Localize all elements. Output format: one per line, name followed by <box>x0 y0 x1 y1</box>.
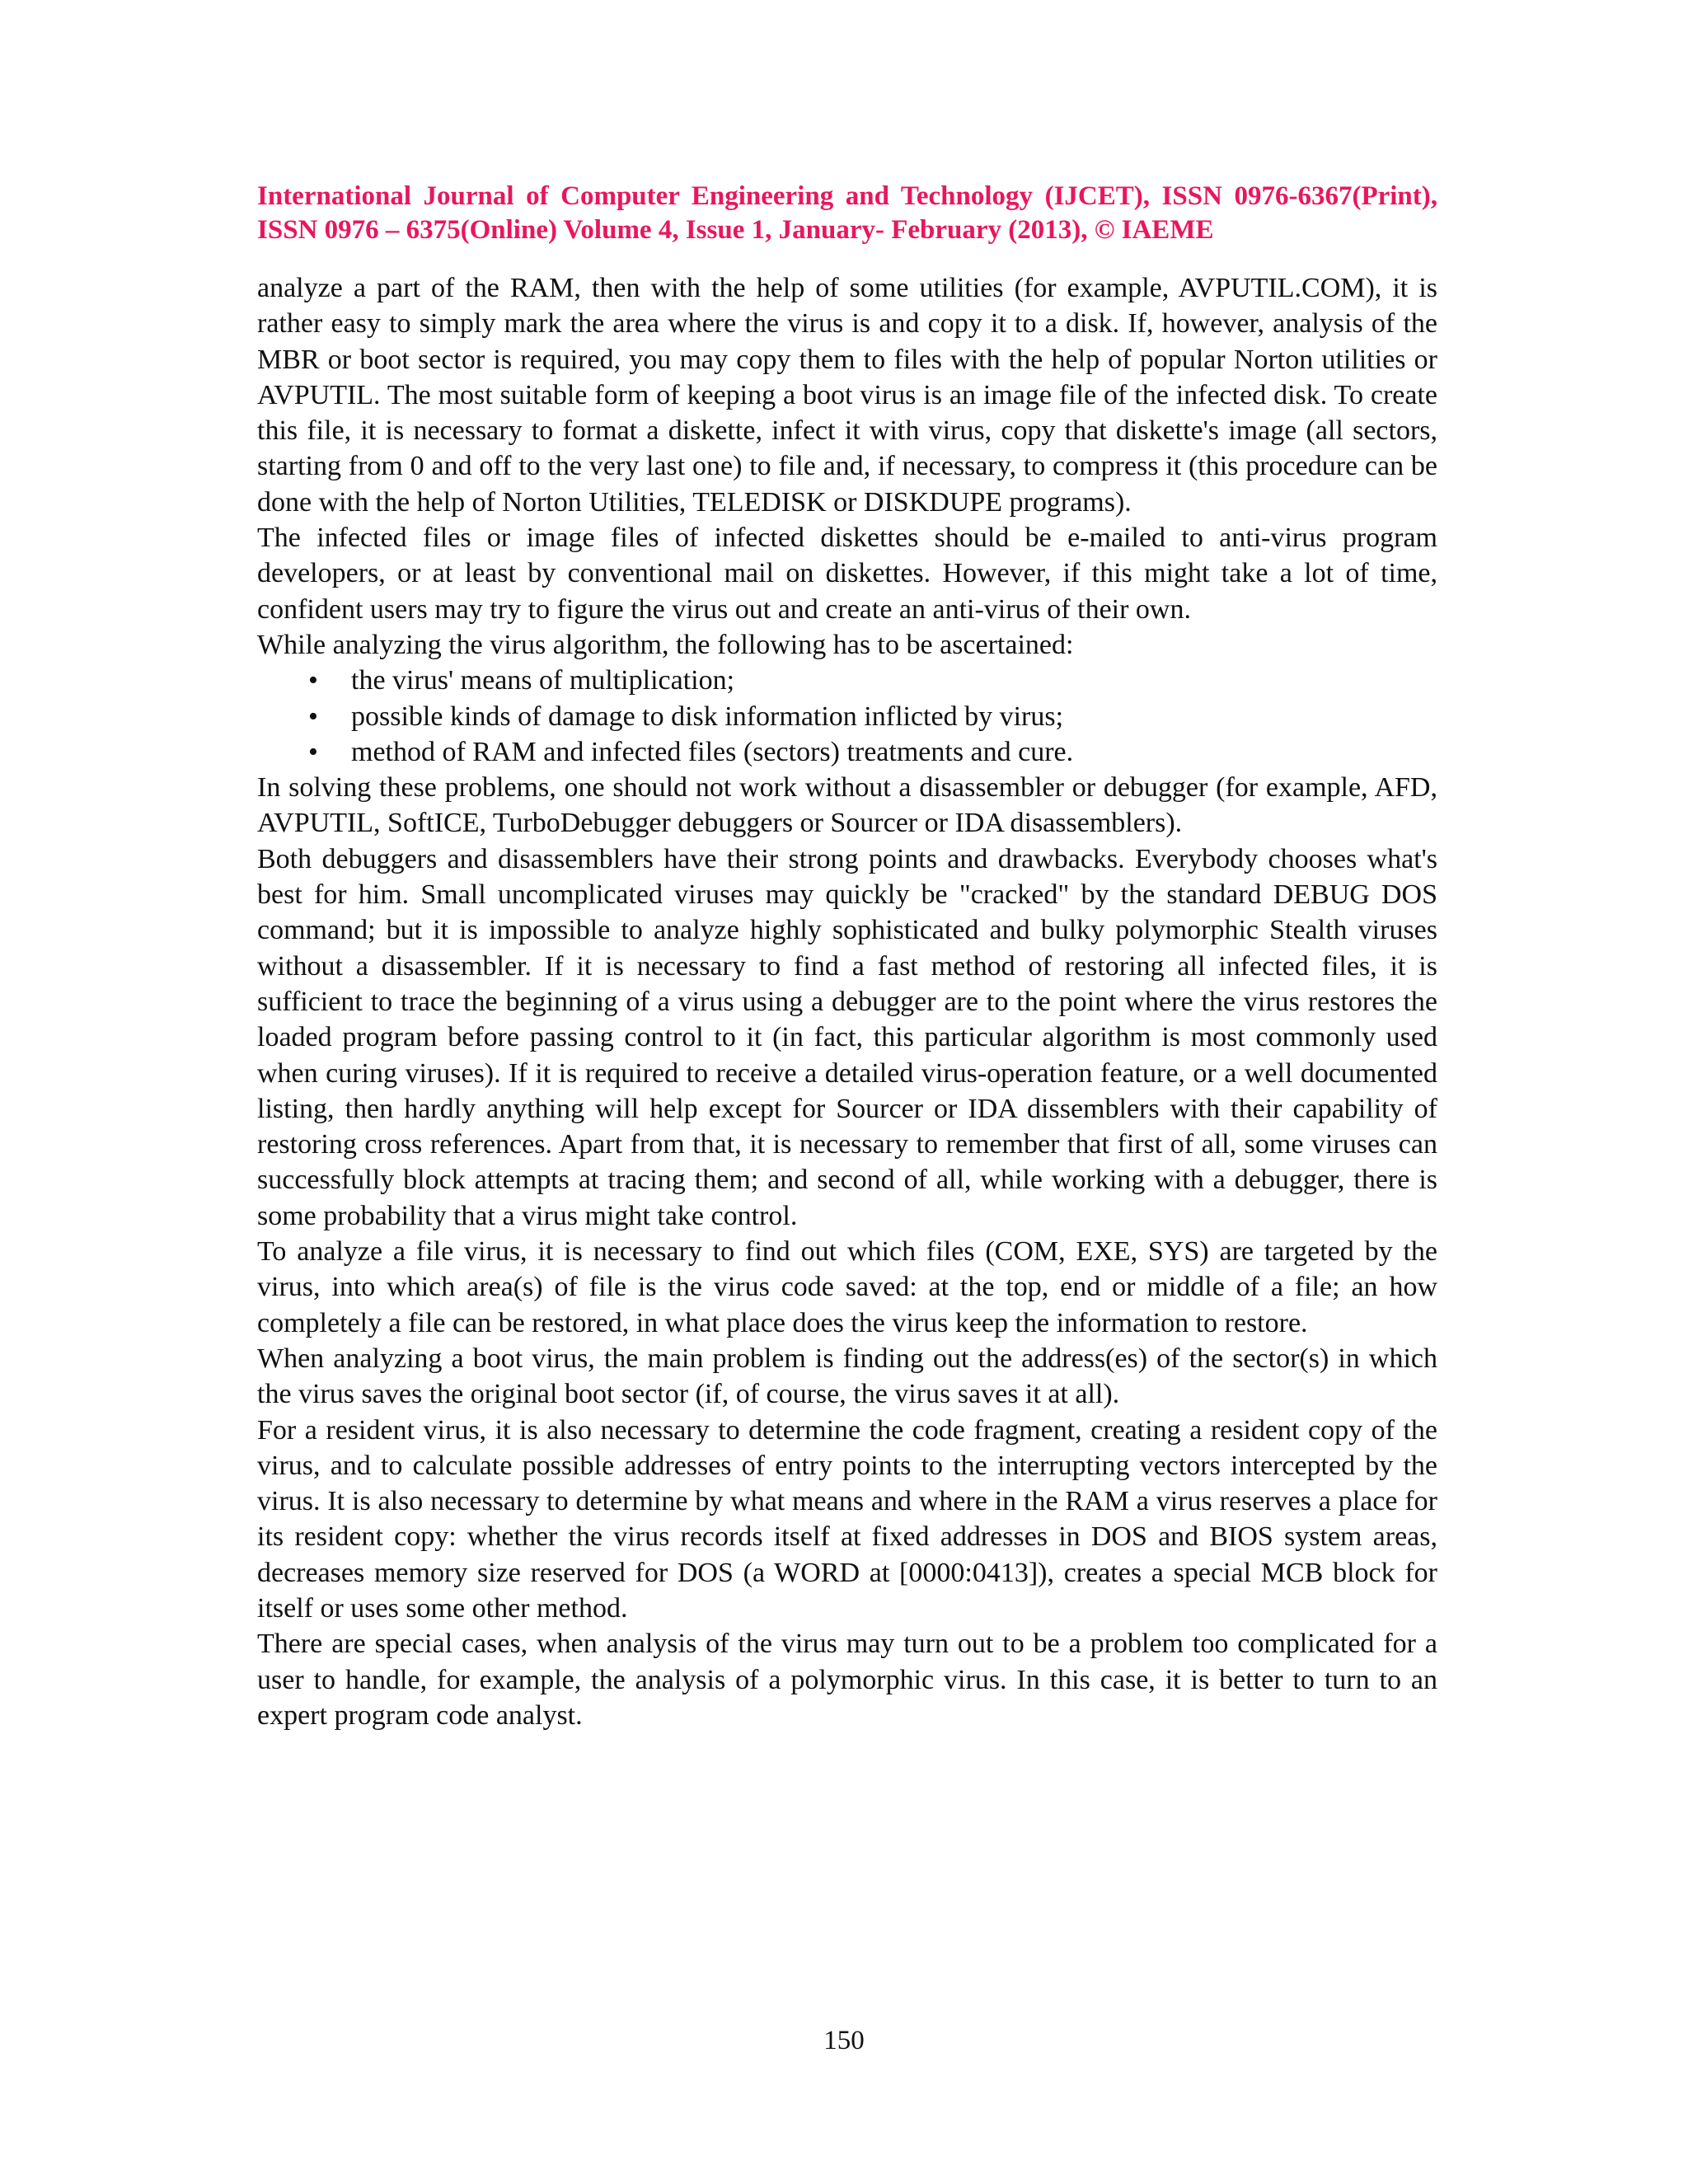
list-item-text: possible kinds of damage to disk information inflicted by virus; <box>351 701 1064 732</box>
paragraph-6: To analyze a file virus, it is necessary to find out which files (COM, EXE, SYS) are targeted by the virus, into which area(s) of file is the virus code saved: at the top, end or middle of a file; an how completely a file can be restored, in what place does the virus keep the information to restore. <box>257 1236 1437 1338</box>
page-number: 150 <box>823 2026 865 2055</box>
bullet-icon: • <box>308 701 318 732</box>
list-item-text: the virus' means of multiplication; <box>351 665 735 696</box>
list-item <box>308 663 1437 698</box>
bullet-icon: • <box>308 736 318 767</box>
paragraph-9: There are special cases, when analysis of the virus may turn out to be a problem too complicated for a user to handle, for example, the analysis of a polymorphic virus. In this case, it is better to turn to an expert program code analyst. <box>257 1629 1437 1731</box>
paragraph-8: For a resident virus, it is also necessary to determine the code fragment, creating a resident copy of the virus, and to calculate possible addresses of entry points to the interrupting vectors intercepted by the virus. It is also necessary to determine by what means and where in the RAM a virus reserves a place for its resident copy: whether the virus records itself at fixed addresses in DOS and BIOS system areas, decreases memory size reserved for DOS (a WORD at [0000:0413]), creates a special MCB block for itself or uses some other method. <box>257 1414 1437 1624</box>
bullet-list <box>257 663 1437 770</box>
page-content <box>257 180 1437 1733</box>
list-item <box>308 699 1437 734</box>
article-body <box>257 270 1437 1733</box>
paragraph-4: In solving these problems, one should not work without a disassembler or debugger (for example, AFD, AVPUTIL, SoftICE, TurboDebugger debuggers or Sourcer or IDA disassemblers). <box>257 772 1437 839</box>
journal-header: International Journal of Computer Engineering and Technology (IJCET), ISSN 0976-6367(Print), ISSN 0976 – 6375(Online) Volume 4, Issue 1, January- February (2013), © IAEME <box>257 181 1437 245</box>
bullet-icon: • <box>308 665 318 696</box>
paragraph-5: Both debuggers and disassemblers have their strong points and drawbacks. Everybody chooses what's best for him. Small uncomplicated viruses may quickly be "cracked" by the standard DEBUG DOS command; but it is impossible to analyze highly sophisticated and bulky polymorphic Stealth viruses without a disassembler. If it is necessary to find a fast method of restoring all infected files, it is sufficient to trace the beginning of a virus using a debugger are to the point where the virus restores the loaded program before passing control to it (in fact, this particular algorithm is most commonly used when curing viruses). If it is required to receive a detailed virus-operation feature, or a well documented listing, then hardly anything will help except for Sourcer or IDA dissemblers with their capability of restoring cross references. Apart from that, it is necessary to remember that first of all, some viruses can successfully block attempts at tracing them; and second of all, while working with a debugger, there is some probability that a virus might take control. <box>257 843 1437 1231</box>
list-item-text: method of RAM and infected files (sectors) treatments and cure. <box>351 736 1074 767</box>
paragraph-1: analyze a part of the RAM, then with the help of some utilities (for example, AVPUTIL.COM), it is rather easy to simply mark the area where the virus is and copy it to a disk. If, however, analysis of the MBR or boot sector is required, you may copy them to files with the help of popular Norton utilities or AVPUTIL. The most suitable form of keeping a boot virus is an image file of the infected disk. To create this file, it is necessary to format a diskette, infect it with virus, copy that diskette's image (all sectors, starting from 0 and off to the very last one) to file and, if necessary, to compress it (this procedure can be done with the help of Norton Utilities, TELEDISK or DISKDUPE programs). <box>257 273 1437 518</box>
list-item <box>308 734 1437 770</box>
paragraph-3: While analyzing the virus algorithm, the following has to be ascertained: <box>257 629 1074 660</box>
paragraph-7: When analyzing a boot virus, the main problem is finding out the address(es) of the sector(s) in which the virus saves the original boot sector (if, of course, the virus saves it at all). <box>257 1343 1437 1410</box>
paragraph-2: The infected files or image files of infected diskettes should be e-mailed to anti-virus program developers, or at least by conventional mail on diskettes. However, if this might take a lot of time, confident users may try to figure the virus out and create an anti-virus of their own. <box>257 523 1437 625</box>
